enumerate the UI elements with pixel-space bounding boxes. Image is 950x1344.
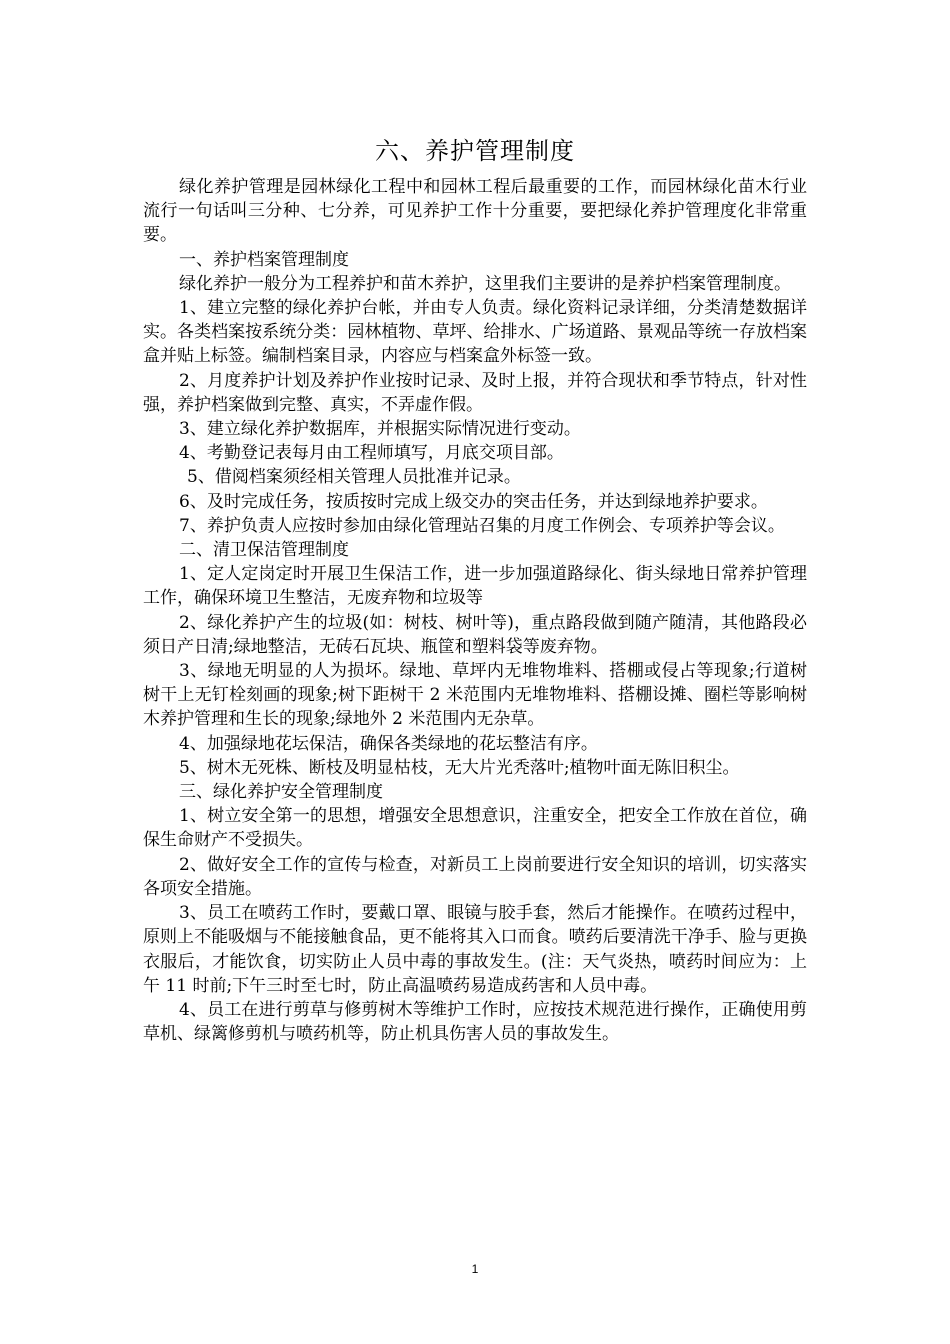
paragraph: 3、员工在喷药工作时，要戴口罩、眼镜与胶手套，然后才能操作。在喷药过程中，原则上不能吸烟与不能接触食品，更不能将其入口而食。喷药后要清洗干净手、脸与更换衣服后，才能饮食，切实防止人员中毒的事故发生。(注：天气炎热，喷药时间应为：上午 11 时前;下午三时至七时，防止高温喷药易造成药害和人员中毒。: [143, 903, 807, 996]
page-number: 1: [471, 1262, 479, 1276]
paragraph: 绿化养护一般分为工程养护和苗木养护，这里我们主要讲的是养护档案管理制度。: [179, 273, 791, 294]
paragraph: 5、借阅档案须经相关管理人员批准并记录。: [187, 467, 521, 488]
paragraph: 1、树立安全第一的思想，增强安全思想意识，注重安全，把安全工作放在首位，确保生命财产不受损失。: [143, 806, 807, 851]
paragraph: 6、及时完成任务，按质按时完成上级交办的突击任务，并达到绿地养护要求。: [179, 491, 768, 512]
paragraph: 2、绿化养护产生的垃圾(如：树枝、树叶等)，重点路段做到随产随清，其他路段必须日产日清;绿地整洁，无砖石瓦块、瓶筐和塑料袋等废弃物。: [143, 612, 807, 657]
section-heading: 二、清卫保洁管理制度: [179, 540, 349, 561]
section-heading: 三、绿化养护安全管理制度: [179, 782, 383, 803]
page-title: 六、养护管理制度: [375, 137, 575, 165]
paragraph: 2、做好安全工作的宣传与检查，对新员工上岗前要进行安全知识的培训，切实落实各项安全措施。: [143, 854, 807, 899]
paragraph: 绿化养护管理是园林绿化工程中和园林工程后最重要的工作，而园林绿化苗木行业流行一句话叫三分种、七分养，可见养护工作十分重要，要把绿化养护管理度化非常重要。: [143, 177, 807, 246]
document-body: [143, 175, 807, 1046]
paragraph: 2、月度养护计划及养护作业按时记录、及时上报，并符合现状和季节特点，针对性强，养护档案做到完整、真实，不弄虚作假。: [143, 370, 807, 415]
paragraph: 1、定人定岗定时开展卫生保洁工作，进一步加强道路绿化、街头绿地日常养护管理工作，确保环境卫生整洁，无废弃物和垃圾等: [143, 564, 807, 609]
paragraph: 7、养护负责人应按时参加由绿化管理站召集的月度工作例会、专项养护等会议。: [179, 515, 785, 536]
paragraph: 3、绿地无明显的人为损坏。绿地、草坪内无堆物堆料、搭棚或侵占等现象;行道树树干上无钉栓刻画的现象;树下距树干 2 米范围内无堆物堆料、搭棚设摊、圈栏等影响树木养护管理和生长的现象;绿地外 2 米范围内无杂草。: [143, 661, 807, 730]
section-heading: 一、养护档案管理制度: [179, 249, 349, 270]
paragraph: 4、考勤登记表每月由工程师填写，月底交项目部。: [179, 443, 564, 464]
paragraph: 3、建立绿化养护数据库，并根据实际情况进行变动。: [179, 419, 581, 440]
paragraph: 4、加强绿地花坛保洁，确保各类绿地的花坛整洁有序。: [179, 733, 598, 754]
paragraph: 4、员工在进行剪草与修剪树木等维护工作时，应按技术规范进行操作，正确使用剪草机、绿篱修剪机与喷药机等，防止机具伤害人员的事故发生。: [143, 999, 807, 1045]
paragraph: 5、树木无死株、断枝及明显枯枝，无大片光秃落叶;植物叶面无陈旧积尘。: [179, 757, 740, 778]
paragraph: 1、建立完整的绿化养护台帐，并由专人负责。绿化资料记录详细，分类清楚数据详实。各类档案按系统分类：园林植物、草坪、给排水、广场道路、景观品等统一存放档案盒并贴上标签。编制档案目录，内容应与档案盒外标签一致。: [143, 298, 807, 367]
